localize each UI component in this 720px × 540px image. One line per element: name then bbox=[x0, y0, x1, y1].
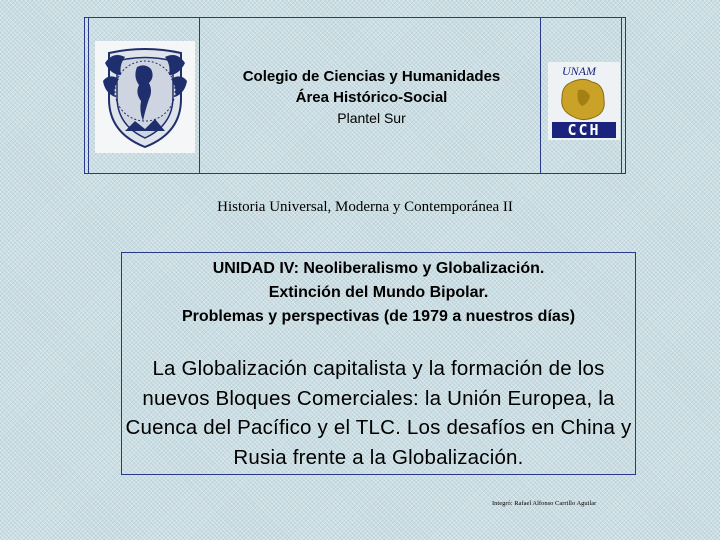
cch-logo bbox=[548, 62, 620, 140]
cch-logo-letters: CCH bbox=[567, 121, 601, 139]
school-name: Colegio de Ciencias y Humanidades bbox=[242, 68, 501, 85]
unit-title: UNIDAD IV: Neoliberalismo y Globalización. bbox=[212, 260, 545, 277]
cch-logo-caption: UNAM bbox=[562, 64, 596, 78]
unit-subtitle: Extinción del Mundo Bipolar. bbox=[268, 284, 489, 301]
course-title: Historia Universal, Moderna y Contemporánea II bbox=[217, 199, 513, 215]
unam-shield-logo bbox=[95, 41, 195, 153]
author-credit: Integró: Rafael Alfonso Carrillo Aguilar bbox=[492, 500, 597, 507]
campus-name: Plantel Sur bbox=[337, 110, 406, 126]
topic-text: La Globalización capitalista y la formación de los nuevos Bloques Comerciales: la Unión Europea, la Cuenca del Pacífico y el TLC. Los desafíos en China y Rusia frente a la Globalización. bbox=[125, 357, 632, 469]
area-name: Área Histórico-Social bbox=[295, 89, 448, 106]
unit-period: Problemas y perspectivas (de 1979 a nuestros días) bbox=[181, 308, 576, 325]
